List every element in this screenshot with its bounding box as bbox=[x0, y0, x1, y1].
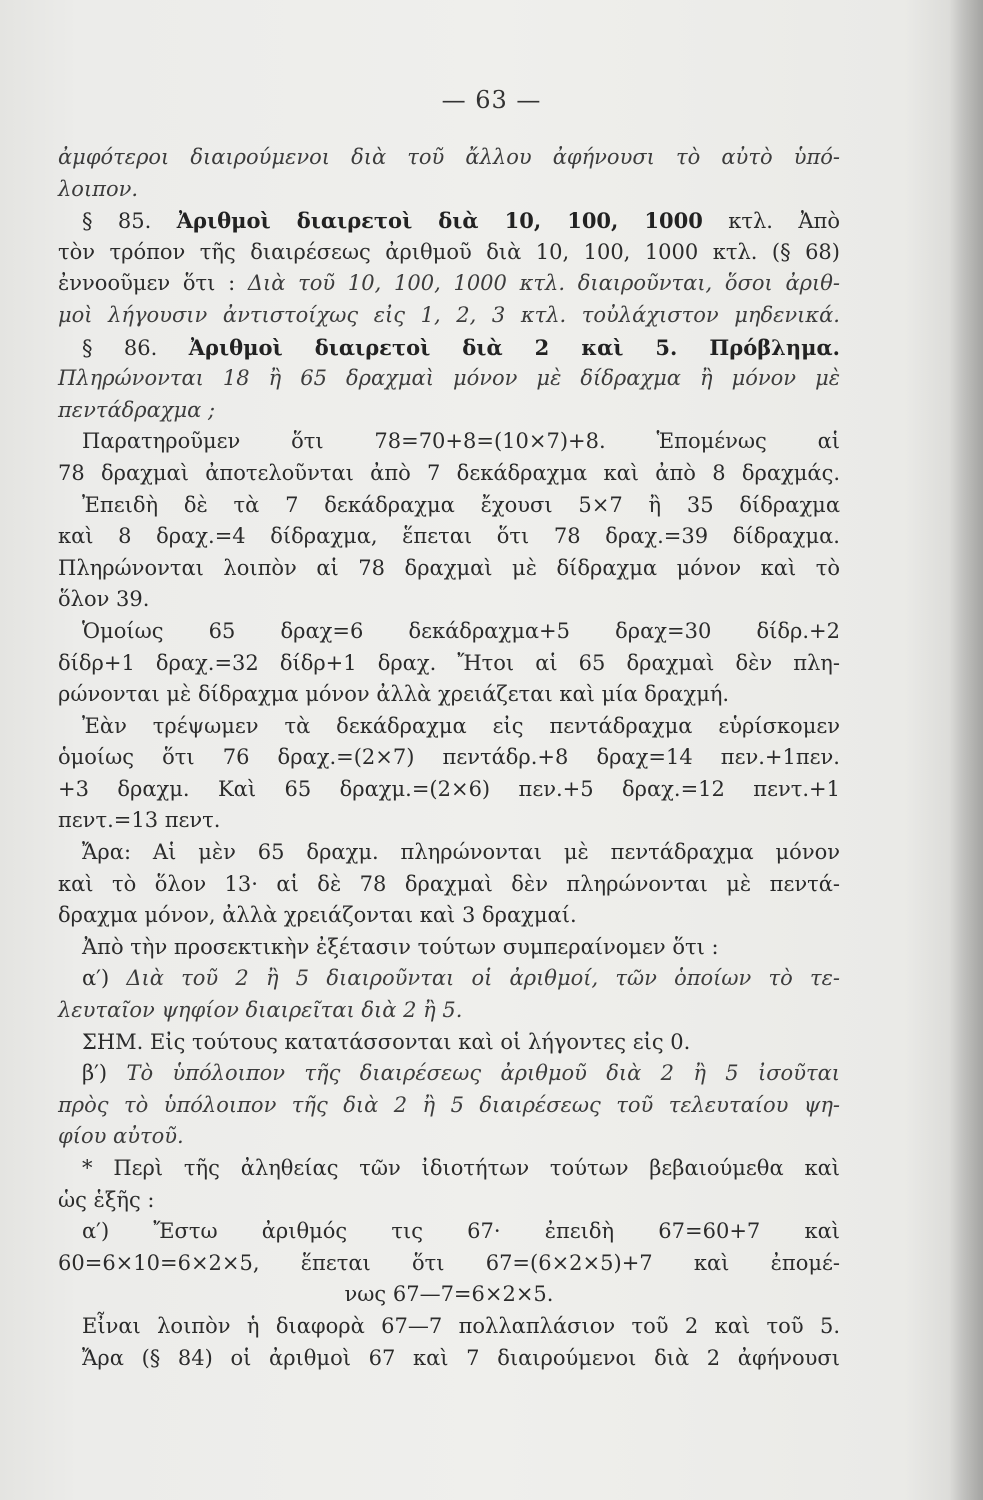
text-line bbox=[58, 458, 840, 490]
text-line bbox=[58, 395, 840, 427]
text-line bbox=[58, 837, 840, 869]
text-line bbox=[58, 142, 840, 174]
italic-text: πρὸς τὸ ὑπόλοιπον τῆς διὰ 2 ἢ 5 διαιρέσεως τοῦ τελευταίου ψη- bbox=[58, 1092, 840, 1117]
text-line bbox=[58, 1058, 840, 1090]
text-line bbox=[58, 332, 840, 364]
section-heading-text: Ἀριθμοὶ διαιρετοὶ διὰ 2 καὶ 5. Πρόβλημα. bbox=[188, 334, 840, 360]
body-text: δραχμα μόνον, ἀλλὰ χρειάζονται καὶ 3 δραχμαί. bbox=[58, 903, 577, 928]
body-text: 60=6×10=6×2×5, ἕπεται ὅτι 67=(6×2×5)+7 καὶ ἐπομέ- bbox=[58, 1250, 840, 1275]
text-line bbox=[58, 268, 840, 300]
body-text: Ἄρα: Αἱ μὲν 65 δραχμ. πληρώνονται μὲ πεντάδραχμα μόνον bbox=[82, 840, 840, 865]
body-text: καὶ 8 δραχ.=4 δίδραχμα, ἕπεται ὅτι 78 δραχ.=39 δίδραχμα. bbox=[58, 524, 840, 549]
text-line bbox=[58, 205, 840, 237]
body-text: Ἐὰν τρέψωμεν τὰ δεκάδραχμα εἰς πεντάδραχμα εὑρίσκομεν bbox=[82, 713, 840, 738]
body-text: καὶ τὸ ὅλον 13· αἱ δὲ 78 δραχμαὶ δὲν πληρώνονται μὲ πεντά- bbox=[58, 871, 840, 896]
text-line bbox=[58, 363, 840, 395]
text-line bbox=[58, 1248, 840, 1280]
body-text: Ἐπειδὴ δὲ τὰ 7 δεκάδραχμα ἔχουσι 5×7 ἢ 35 δίδραχμα bbox=[82, 492, 840, 517]
body-text: * Περὶ τῆς ἀληθείας τῶν ἰδιοτήτων τούτων βεβαιούμεθα καὶ bbox=[82, 1156, 840, 1180]
text-line bbox=[58, 584, 840, 616]
text-line bbox=[58, 1027, 840, 1059]
text-line bbox=[58, 679, 840, 711]
text-line bbox=[58, 932, 840, 964]
body-text: Πληρώνονται λοιπὸν αἱ 78 δραχμαὶ μὲ δίδραχμα μόνον καὶ τὸ bbox=[58, 555, 840, 580]
body-text: ΣΗΜ. Εἰς τούτους κατατάσσονται καὶ οἱ λήγοντες εἰς 0. bbox=[82, 1029, 691, 1054]
text-line bbox=[58, 900, 840, 932]
italic-text: λευταῖον ψηφίον διαιρεῖται διὰ 2 ἢ 5. bbox=[58, 998, 463, 1023]
body-text: δίδρ+1 δραχ.=32 δίδρ+1 δραχ. Ἤτοι αἱ 65 δραχμαὶ δὲν πλη- bbox=[58, 650, 840, 675]
text-line bbox=[58, 1343, 840, 1375]
body-text: νως 67—7=6×2×5. bbox=[344, 1282, 554, 1307]
text-line bbox=[58, 805, 840, 837]
body-text: § 86. bbox=[82, 335, 189, 360]
section-heading-text: Ἀριθμοὶ διαιρετοὶ διὰ 10, 100, 1000 bbox=[176, 208, 703, 234]
text-line bbox=[58, 774, 840, 806]
body-text: Ἄρα (§ 84) οἱ ἀριθμοὶ 67 καὶ 7 διαιρούμενοι διὰ 2 ἀφήνουσι bbox=[82, 1345, 840, 1370]
body-text: ρώνονται μὲ δίδραχμα μόνον ἀλλὰ χρειάζεται καὶ μία δραχμή. bbox=[58, 682, 730, 707]
text-line bbox=[58, 1090, 840, 1122]
text-line bbox=[58, 963, 840, 995]
italic-text: μοὶ λήγουσιν ἀντιστοίχως εἰς 1, 2, 3 κτλ. τοὐλάχιστον μηδενικά. bbox=[58, 302, 840, 327]
text-line bbox=[58, 1311, 840, 1343]
body-text: κτλ. Ἀπὸ bbox=[702, 209, 840, 234]
page-text-block bbox=[58, 142, 840, 1374]
italic-text: Διὰ τοῦ 10, 100, 1000 κτλ. διαιροῦνται, ὅσοι ἀριθ- bbox=[247, 271, 841, 296]
text-line bbox=[58, 237, 840, 269]
italic-text: Τὸ ὑπόλοιπον τῆς διαιρέσεως ἀριθμοῦ διὰ 2 ἢ 5 ἰσοῦται bbox=[126, 1061, 840, 1086]
text-line bbox=[58, 869, 840, 901]
text-line bbox=[58, 995, 840, 1027]
page-edge-shadow bbox=[949, 0, 983, 1500]
italic-text: ἀμφότεροι διαιρούμενοι διὰ τοῦ ἄλλου ἀφήνουσι τὸ αὐτὸ ὑπό- bbox=[58, 145, 840, 169]
text-line bbox=[58, 742, 840, 774]
text-line bbox=[58, 616, 840, 648]
text-line bbox=[58, 553, 840, 585]
text-line bbox=[58, 300, 840, 332]
text-line bbox=[58, 174, 840, 206]
body-text: πεντ.=13 πεντ. bbox=[58, 808, 221, 833]
body-text: Παρατηροῦμεν ὅτι 78=70+8=(10×7)+8. Ἑπομένως αἱ bbox=[82, 429, 840, 454]
body-text: α′) Ἔστω ἀριθμός τις 67· ἐπειδὴ 67=60+7 καὶ bbox=[82, 1219, 840, 1244]
italic-text: φίου αὐτοῦ. bbox=[58, 1124, 184, 1149]
italic-text: πεντάδραχμα ; bbox=[58, 397, 216, 422]
body-text: α′) bbox=[82, 966, 127, 991]
body-text: Εἶναι λοιπὸν ἡ διαφορὰ 67—7 πολλαπλάσιον τοῦ 2 καὶ τοῦ 5. bbox=[82, 1313, 840, 1338]
body-text: ὁμοίως ὅτι 76 δραχ.=(2×7) πεντάδρ.+8 δραχ=14 πεν.+1πεν. bbox=[58, 745, 840, 770]
body-text: Ὁμοίως 65 δραχ=6 δεκάδραχμα+5 δραχ=30 δίδρ.+2 bbox=[82, 618, 840, 643]
text-line bbox=[58, 1216, 840, 1248]
text-line bbox=[58, 1121, 840, 1153]
text-line bbox=[58, 648, 840, 680]
body-text: τὸν τρόπον τῆς διαιρέσεως ἀριθμοῦ διὰ 10, 100, 1000 κτλ. (§ 68) bbox=[58, 239, 840, 264]
italic-text: Πληρώνονται 18 ἢ 65 δραχμαὶ μόνον μὲ δίδραχμα ἢ μόνον μὲ bbox=[58, 366, 840, 391]
body-text: ὡς ἑξῆς : bbox=[58, 1187, 155, 1212]
body-text: 78 δραχμαὶ ἀποτελοῦνται ἀπὸ 7 δεκάδραχμα καὶ ἀπὸ 8 δραχμάς. bbox=[58, 460, 840, 485]
text-line bbox=[58, 1153, 840, 1185]
text-line bbox=[58, 490, 840, 522]
body-text: § 85. bbox=[82, 209, 177, 234]
body-text: +3 δραχμ. Καὶ 65 δραχμ.=(2×6) πεν.+5 δραχ.=12 πεντ.+1 bbox=[58, 776, 840, 801]
text-line bbox=[58, 1185, 840, 1217]
body-text: ἐννοοῦμεν ὅτι : bbox=[58, 271, 248, 296]
text-line bbox=[58, 711, 840, 743]
body-text: Ἀπὸ τὴν προσεκτικὴν ἐξέτασιν τούτων συμπεραίνομεν ὅτι : bbox=[82, 934, 719, 959]
body-text: β′) bbox=[82, 1061, 127, 1086]
text-line bbox=[58, 1279, 840, 1311]
body-text: ὅλον 39. bbox=[58, 587, 150, 612]
page-number: — 63 — bbox=[441, 86, 542, 114]
italic-text: Διὰ τοῦ 2 ἢ 5 διαιροῦνται οἱ ἀριθμοί, τῶν ὁποίων τὸ τε- bbox=[126, 966, 840, 991]
text-line bbox=[58, 521, 840, 553]
text-line bbox=[58, 426, 840, 458]
italic-text: λοιπον. bbox=[58, 176, 139, 201]
